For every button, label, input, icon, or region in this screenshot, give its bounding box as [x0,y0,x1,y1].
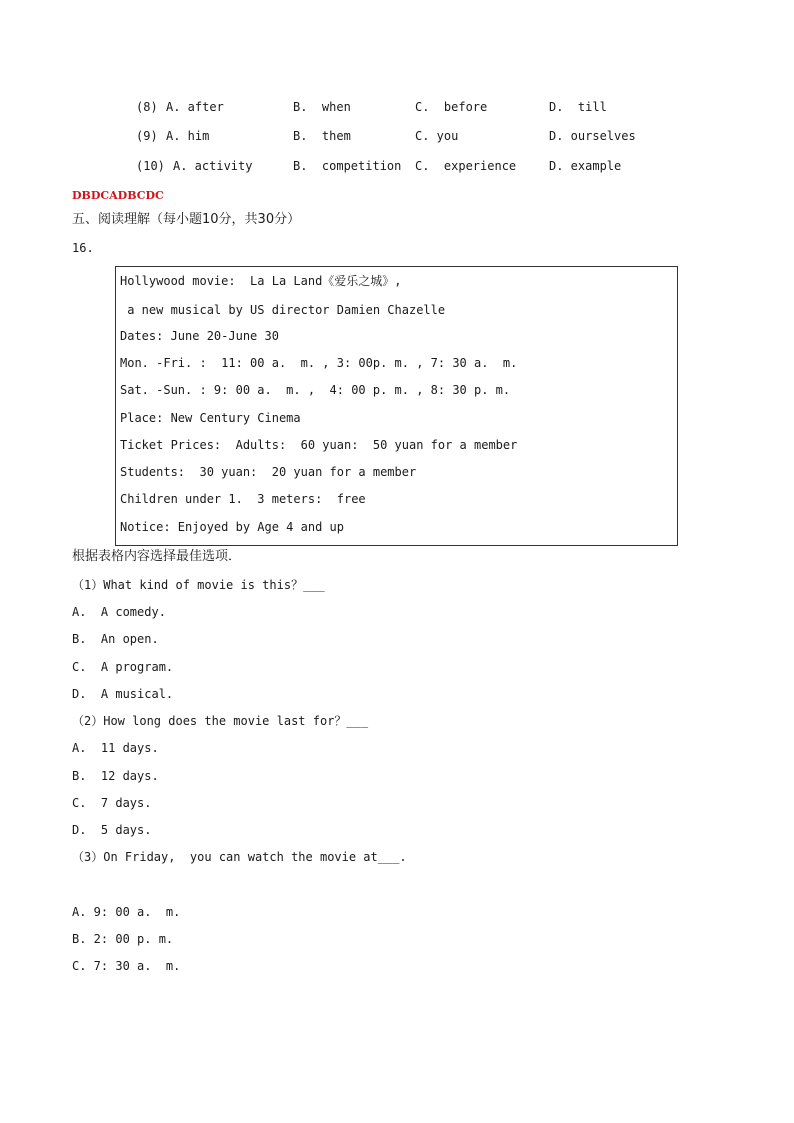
question-number: 16. [72,241,94,255]
answer-option: B. 12 days. [72,769,159,783]
info-line: Notice: Enjoyed by Age 4 and up [120,520,344,534]
option-a: A. after [166,100,224,114]
info-line: Sat. -Sun. : 9: 00 a. m. , 4: 00 p. m. , 8: 30 p. m. [120,383,511,397]
question-stem: （2）How long does the movie last for？___ [72,714,369,728]
answer-option: D. 5 days. [72,823,152,837]
option-b: B. them [293,129,351,143]
option-number: (8) [136,100,158,114]
info-line: Mon. -Fri. : 11: 00 a. m. , 3: 00p. m. , 7: 30 a. m. [120,356,518,370]
option-b: B. competition [293,159,402,173]
answer-option: A. 11 days. [72,741,159,755]
option-a: A. activity [173,159,253,173]
answer-option: C. 7 days. [72,796,152,810]
option-d: D. example [549,159,622,173]
answer-option: D. A musical. [72,687,174,701]
section-title: 五、阅读理解（每小题10分，共30分） [72,212,301,227]
option-c: C. before [415,100,488,114]
answer-option: A. 9: 00 a. m. [72,905,181,919]
info-line: Hollywood movie: La La Land《爱乐之城》, [120,274,402,288]
option-c: C. experience [415,159,517,173]
info-line: Students: 30 yuan: 20 yuan for a member [120,465,417,479]
option-b: B. when [293,100,351,114]
info-line: a new musical by US director Damien Chazelle [120,303,446,317]
instruction: 根据表格内容选择最佳选项． [72,549,242,564]
option-number: (9) [136,129,158,143]
answer-option: C. A program. [72,660,174,674]
answer-option: C. 7: 30 a. m. [72,959,181,973]
option-d: D. till [549,100,607,114]
option-row-10 [0,158,794,174]
option-row-9 [0,128,794,144]
info-line: Dates: June 20-June 30 [120,329,279,343]
question-stem: （3）On Friday, you can watch the movie at___. [72,850,407,864]
info-line: Children under 1. 3 meters: free [120,492,366,506]
question-stem: （1）What kind of movie is this？___ [72,578,325,592]
answer-option: B. 2: 00 p. m. [72,932,174,946]
answer-option: B. An open. [72,632,159,646]
option-c: C. you [415,129,459,143]
info-line: Ticket Prices: Adults: 60 yuan: 50 yuan for a member [120,438,518,452]
info-line: Place: New Century Cinema [120,411,301,425]
option-d: D. ourselves [549,129,636,143]
answer-option: A. A comedy. [72,605,166,619]
option-a: A. him [166,129,210,143]
movie-info-box [115,266,678,546]
option-row-8 [0,99,794,115]
option-number: (10) [136,159,165,173]
answer-key: DBDCADBCDC [72,189,164,202]
